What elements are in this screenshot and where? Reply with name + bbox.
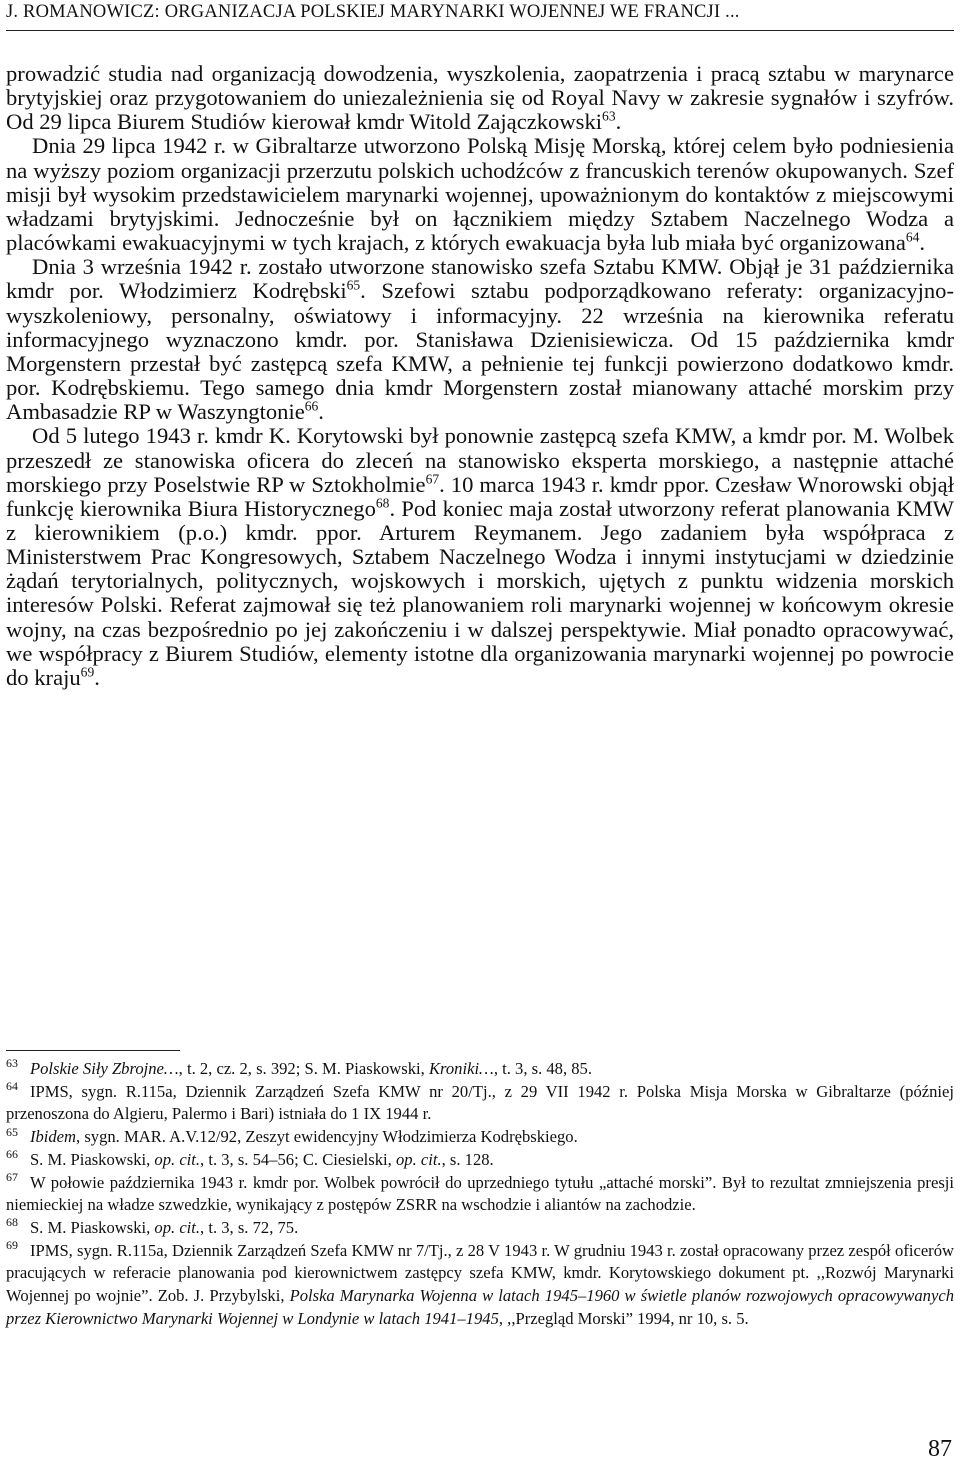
footnote-italic-text: op. cit. — [154, 1217, 201, 1237]
footnote-italic-text: Polska Marynarka Wojenna w latach 1945–1960 w świetle planów rozwojowych opracowywanych przez Kierownictwo Marynarki Wojennej w Londynie w latach 1941–1945 — [6, 1286, 954, 1328]
footnote-number: 63 — [6, 1056, 18, 1071]
footnote-number: 68 — [6, 1215, 18, 1230]
footnote-number: 65 — [6, 1124, 18, 1139]
footnote-italic-text: op. cit. — [395, 1149, 442, 1169]
footnote-63 — [6, 1058, 954, 1081]
footnote-ref-64[interactable]: 64 — [905, 229, 920, 245]
footnote-italic-text: Kroniki… — [428, 1059, 494, 1078]
footnote-text: , t. 3, s. 54–56; C. Ciesielski, — [200, 1149, 396, 1169]
paragraph-3: Dnia 3 września 1942 r. zostało utworzone stanowisko szefa Sztabu KMW. Objął je 31 października kmdr por. Włodzimierz Kodrębski$^{65}$. Szefowi sztabu podporządkowano referaty: organizacyjno-wyszkoleniowy, personalny, oświatowy i informacyjny. 22 września na kierownika referatu informacyjnego wyznaczono kmdr. por. Stanisława Dzienisiewicza. Od 15 października kmdr Morgenstern przestał być zastępcą szefa KMW, a pełnienie tej funkcji powierzono dodatkowo kmdr. por. Kodrębskiemu. Tego samego dnia kmdr Morgenstern został mianowany attaché morskim przy Ambasadzie RP w Waszyngtonie$^{66}$. — [6, 254, 954, 425]
footnote-ref-66[interactable]: 66 — [304, 398, 319, 414]
paragraph-1: prowadzić studia nad organizacją dowodzenia, wyszkolenia, zaopatrzenia i pracą sztabu w marynarce brytyjskiej oraz przygotowaniem do uniezależnienia się od Royal Navy w zakresie sygnałów i szyfrów. Od 29 lipca Biurem Studiów kierował kmdr Witold Zajączkowski$^{63}$. — [6, 61, 954, 135]
footnote-ref-63[interactable]: 63 — [602, 108, 616, 124]
paragraph-4: Od 5 lutego 1943 r. kmdr K. Korytowski był ponownie zastępcą szefa KMW, a kmdr por. M. Wolbek przeszedł ze stanowiska oficera do zleceń na stanowisko eksperta morskiego, a następnie attaché morskiego przy Poselstwie RP w Sztokholmie$^{67}$. 10 marca 1943 r. kmdr ppor. Czesław Wnorowski objął funkcję kierownika Biura Historycznego$^{68}$. Pod koniec maja został utworzony referat planowania KMW z kierownikiem (p.o.) kmdr. ppor. Arturem Reymanem. Jego zadaniem była współpraca z Ministerstwem Prac Kongresowych, Sztabem Naczelnego Wodza i innymi instytucjami w dziedzinie żądań terytorialnych, politycznych, wojskowych i morskich, ujętych z punktu widzenia morskich interesów Polski. Referat zajmował się też planowaniem roli marynarki wojennej w końcowym okresie wojny, na czas bezpośrednio po jej zakończeniu i w dalszej perspektywie. Miał ponadto opracowywać, we współpracy z Biurem Studiów, elementy istotne dla organizowania marynarki wojennej po powrocie do kraju$^{69}$. — [6, 423, 955, 690]
footnote-text: , ,,Przegląd Morski” 1994, nr 10, s. 5. — [498, 1308, 749, 1328]
footnote-69 — [6, 1240, 954, 1331]
footnote-text: IPMS, sygn. R.115a, Dziennik Zarządzeń Szefa KMW nr 20/Tj., z 29 VII 1942 r. Polska Misja Morska w Gibraltarze (później przenoszona do Algieru, Palermo i Bari) istniała do 1 IX 1944 r. — [6, 1081, 954, 1124]
footnote-ref-69[interactable]: 69 — [80, 664, 95, 680]
footnote-text: W połowie października 1943 r. kmdr por. Wolbek powrócił do uprzedniego tytułu „attaché morski”. Był to rezultat zmniejszenia presji niemieckiej na władze szwedzkie, wynikający z postępów ZSRR na wschodzie i aliantów na zachodzie. — [6, 1172, 954, 1215]
footnote-ref-68[interactable]: 68 — [375, 495, 390, 511]
footnote-text: , t. 3, s. 72, 75. — [200, 1217, 299, 1237]
footnote-number: 69 — [6, 1238, 18, 1253]
footnotes — [6, 1058, 954, 1330]
footnote-number: 66 — [6, 1147, 18, 1162]
footnote-number: 67 — [6, 1169, 18, 1184]
footnote-number: 64 — [6, 1079, 18, 1094]
footnote-italic-text: op. cit. — [154, 1149, 201, 1169]
paragraph-2: Dnia 29 lipca 1942 r. w Gibraltarze utworzono Polską Misję Morską, której celem było podniesienia na wyższy poziom organizacji przerzutu polskich uchodźców z francuskich terenów okupowanych. Szef misji był wysokim przedstawicielem marynarki wojennej, upoważnionym do kontaktów z miejscowymi władzami brytyjskimi. Jednocześnie był on łącznikiem między Sztabem Naczelnego Wodza a placówkami ewakuacyjnymi w tych krajach, z których ewakuacja była lub miała być organizowana$^{64}$. — [6, 133, 954, 256]
footnote-67 — [6, 1169, 954, 1217]
footnote-text: IPMS, sygn. R.115a, Dziennik Zarządzeń Szefa KMW nr 7/Tj., z 28 V 1943 r. W grudniu 1943 r. został opracowany przez zespół oficerów pracujących w referacie planowania pod kierownictwem zastępcy szefa KMW, kmdr. Korytowskiego dokument pt. ,,Rozwój Marynarki Wojennej po wojnie”. Zob. J. Przybylski, — [6, 1240, 954, 1306]
footnote-text: , t. 3, s. 48, 85. — [493, 1059, 592, 1078]
footnote-text: , sygn. MAR. A.V.12/92, Zeszyt ewidencyjny Włodzimierza Kodrębskiego. — [76, 1127, 578, 1147]
footnote-rule — [6, 1050, 180, 1051]
footnote-66 — [6, 1149, 954, 1172]
footnote-65 — [6, 1126, 954, 1149]
footnote-ref-65[interactable]: 65 — [346, 277, 361, 293]
footnote-italic-text: Ibidem — [29, 1127, 77, 1147]
footnote-text: S. M. Piaskowski, — [29, 1149, 155, 1169]
footnote-text: , s. 128. — [441, 1149, 494, 1169]
footnote-text: S. M. Piaskowski, — [29, 1217, 155, 1237]
running-head: J. ROMANOWICZ: ORGANIZACJA POLSKIEJ MARYNARKI WOJENNEJ WE FRANCJI ... — [6, 2, 740, 22]
footnote-ref-67[interactable]: 67 — [425, 471, 440, 487]
footnote-68 — [6, 1217, 954, 1240]
body-text — [6, 62, 954, 690]
footnote-text: , t. 2, cz. 2, s. 392; S. M. Piaskowski, — [178, 1059, 429, 1078]
footnote-64 — [6, 1081, 954, 1126]
footnote-italic-text: Polskie Siły Zbrojne… — [29, 1059, 179, 1078]
page-number: 87 — [928, 1436, 952, 1462]
running-head-rule — [6, 30, 954, 31]
